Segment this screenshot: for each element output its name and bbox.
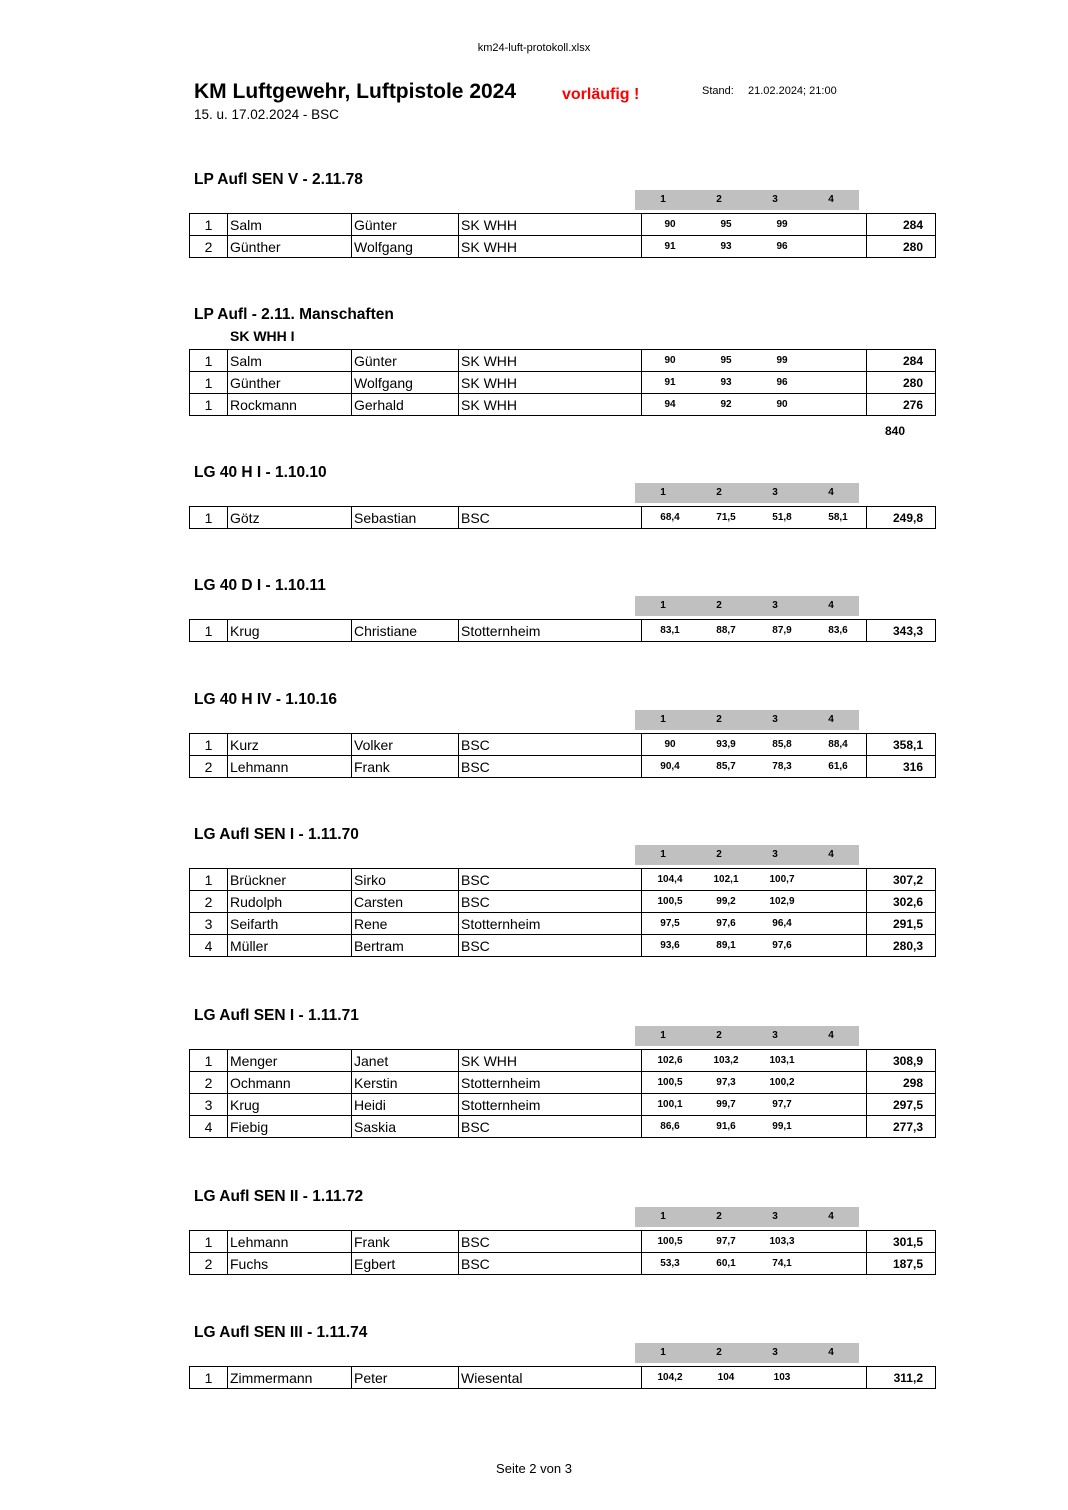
series-1-cell: 90,4 <box>642 756 699 778</box>
results-table <box>189 1049 936 1138</box>
series-1-cell: 53,3 <box>642 1253 699 1275</box>
series-2-cell: 88,7 <box>698 620 754 642</box>
first-name-cell: Kerstin <box>352 1072 459 1094</box>
series-3-cell: 100,7 <box>754 869 810 891</box>
first-name-cell: Christiane <box>352 620 459 642</box>
series-header-label: 3 <box>772 194 778 205</box>
series-1-cell: 104,4 <box>642 869 699 891</box>
series-header-label: 2 <box>716 1030 722 1041</box>
series-1-cell: 100,5 <box>642 1072 699 1094</box>
rank-cell: 1 <box>190 350 228 372</box>
series-header-label: 1 <box>660 849 666 860</box>
club-cell: BSC <box>459 935 642 957</box>
total-cell: 291,5 <box>867 913 936 935</box>
series-header-label: 2 <box>716 714 722 725</box>
rank-cell: 1 <box>190 507 228 529</box>
club-cell: SK WHH <box>459 394 642 416</box>
results-table <box>189 349 936 416</box>
total-cell: 297,5 <box>867 1094 936 1116</box>
series-header-label: 1 <box>660 600 666 611</box>
last-name-cell: Menger <box>228 1050 352 1072</box>
total-cell: 301,5 <box>867 1231 936 1253</box>
first-name-cell: Gerhald <box>352 394 459 416</box>
table-row <box>190 1253 936 1275</box>
series-2-cell: 93,9 <box>698 734 754 756</box>
first-name-cell: Carsten <box>352 891 459 913</box>
total-cell: 187,5 <box>867 1253 936 1275</box>
rank-cell: 3 <box>190 1094 228 1116</box>
total-cell: 316 <box>867 756 936 778</box>
series-3-cell: 74,1 <box>754 1253 810 1275</box>
last-name-cell: Rudolph <box>228 891 352 913</box>
last-name-cell: Salm <box>228 214 352 236</box>
rank-cell: 1 <box>190 734 228 756</box>
club-cell: SK WHH <box>459 350 642 372</box>
series-header-label: 1 <box>660 1211 666 1222</box>
table-row <box>190 756 936 778</box>
series-header-label: 1 <box>660 194 666 205</box>
rank-cell: 1 <box>190 1050 228 1072</box>
series-1-cell: 68,4 <box>642 507 699 529</box>
rank-cell: 1 <box>190 869 228 891</box>
club-cell: Stotternheim <box>459 1094 642 1116</box>
series-2-cell: 99,2 <box>698 891 754 913</box>
series-4-cell <box>810 236 867 258</box>
series-2-cell: 89,1 <box>698 935 754 957</box>
first-name-cell: Günter <box>352 214 459 236</box>
series-2-cell: 97,7 <box>698 1231 754 1253</box>
series-3-cell: 96,4 <box>754 913 810 935</box>
club-cell: BSC <box>459 756 642 778</box>
series-3-cell: 96 <box>754 372 810 394</box>
section-title: LG 40 H IV - 1.10.16 <box>194 691 338 708</box>
series-4-cell <box>810 1072 867 1094</box>
series-header-label: 1 <box>660 487 666 498</box>
series-4-cell <box>810 394 867 416</box>
series-1-cell: 83,1 <box>642 620 699 642</box>
table-row <box>190 1116 936 1138</box>
table-row <box>190 236 936 258</box>
total-cell: 307,2 <box>867 869 936 891</box>
rank-cell: 4 <box>190 1116 228 1138</box>
rank-cell: 4 <box>190 935 228 957</box>
series-2-cell: 91,6 <box>698 1116 754 1138</box>
series-2-cell: 71,5 <box>698 507 754 529</box>
series-header-label: 4 <box>828 849 834 860</box>
last-name-cell: Müller <box>228 935 352 957</box>
last-name-cell: Götz <box>228 507 352 529</box>
last-name-cell: Salm <box>228 350 352 372</box>
stand-label: Stand: <box>702 85 734 97</box>
table-row <box>190 1231 936 1253</box>
series-4-cell <box>810 1050 867 1072</box>
series-2-cell: 97,3 <box>698 1072 754 1094</box>
rank-cell: 2 <box>190 891 228 913</box>
first-name-cell: Heidi <box>352 1094 459 1116</box>
last-name-cell: Brückner <box>228 869 352 891</box>
club-cell: Wiesental <box>459 1367 642 1389</box>
page-subtitle: 15. u. 17.02.2024 - BSC <box>194 107 339 122</box>
series-1-cell: 102,6 <box>642 1050 699 1072</box>
preliminary-badge: vorläufig ! <box>562 86 640 103</box>
table-row <box>190 1367 936 1389</box>
total-cell: 276 <box>867 394 936 416</box>
club-cell: BSC <box>459 891 642 913</box>
series-2-cell: 95 <box>698 214 754 236</box>
first-name-cell: Wolfgang <box>352 236 459 258</box>
section-title: LG Aufl SEN I - 1.11.71 <box>194 1007 359 1024</box>
series-header-label: 4 <box>828 600 834 611</box>
results-table <box>189 1366 936 1389</box>
series-2-cell: 103,2 <box>698 1050 754 1072</box>
section-title: LP Aufl - 2.11. Manschaften <box>194 306 394 323</box>
series-header-label: 1 <box>660 714 666 725</box>
first-name-cell: Janet <box>352 1050 459 1072</box>
rank-cell: 2 <box>190 236 228 258</box>
series-1-cell: 100,5 <box>642 1231 699 1253</box>
results-table <box>189 506 936 529</box>
series-3-cell: 85,8 <box>754 734 810 756</box>
last-name-cell: Fiebig <box>228 1116 352 1138</box>
series-4-cell <box>810 214 867 236</box>
rank-cell: 3 <box>190 913 228 935</box>
club-cell: BSC <box>459 1231 642 1253</box>
rank-cell: 1 <box>190 394 228 416</box>
club-cell: SK WHH <box>459 372 642 394</box>
series-1-cell: 100,1 <box>642 1094 699 1116</box>
first-name-cell: Saskia <box>352 1116 459 1138</box>
series-header <box>635 710 859 730</box>
series-1-cell: 91 <box>642 372 699 394</box>
series-3-cell: 103,1 <box>754 1050 810 1072</box>
series-1-cell: 91 <box>642 236 699 258</box>
club-cell: Stotternheim <box>459 913 642 935</box>
series-header <box>635 1207 859 1227</box>
series-4-cell <box>810 869 867 891</box>
series-2-cell: 85,7 <box>698 756 754 778</box>
series-1-cell: 97,5 <box>642 913 699 935</box>
series-3-cell: 103,3 <box>754 1231 810 1253</box>
series-1-cell: 94 <box>642 394 699 416</box>
total-cell: 298 <box>867 1072 936 1094</box>
table-row <box>190 1072 936 1094</box>
series-4-cell: 83,6 <box>810 620 867 642</box>
series-header-label: 3 <box>772 1030 778 1041</box>
series-3-cell: 87,9 <box>754 620 810 642</box>
series-4-cell <box>810 913 867 935</box>
series-3-cell: 99 <box>754 214 810 236</box>
rank-cell: 2 <box>190 756 228 778</box>
table-row <box>190 620 936 642</box>
total-cell: 280 <box>867 372 936 394</box>
section-title: LP Aufl SEN V - 2.11.78 <box>194 171 363 188</box>
series-1-cell: 90 <box>642 214 699 236</box>
series-2-cell: 104 <box>698 1367 754 1389</box>
series-4-cell <box>810 1094 867 1116</box>
first-name-cell: Günter <box>352 350 459 372</box>
team-name: SK WHH I <box>230 328 295 344</box>
rank-cell: 2 <box>190 1072 228 1094</box>
series-2-cell: 93 <box>698 372 754 394</box>
series-header-label: 2 <box>716 1347 722 1358</box>
series-header-label: 4 <box>828 714 834 725</box>
series-header-label: 3 <box>772 849 778 860</box>
club-cell: SK WHH <box>459 1050 642 1072</box>
first-name-cell: Sirko <box>352 869 459 891</box>
rank-cell: 1 <box>190 620 228 642</box>
table-row <box>190 1094 936 1116</box>
total-cell: 249,8 <box>867 507 936 529</box>
section-title: LG Aufl SEN III - 1.11.74 <box>194 1324 368 1341</box>
series-header-label: 1 <box>660 1347 666 1358</box>
series-header-label: 4 <box>828 1030 834 1041</box>
series-3-cell: 103 <box>754 1367 810 1389</box>
first-name-cell: Peter <box>352 1367 459 1389</box>
stand-value: 21.02.2024; 21:00 <box>748 85 837 97</box>
club-cell: BSC <box>459 1116 642 1138</box>
series-2-cell: 99,7 <box>698 1094 754 1116</box>
results-table <box>189 733 936 778</box>
first-name-cell: Rene <box>352 913 459 935</box>
table-row <box>190 734 936 756</box>
first-name-cell: Sebastian <box>352 507 459 529</box>
page-title: KM Luftgewehr, Luftpistole 2024 <box>194 80 517 103</box>
series-header-label: 4 <box>828 1347 834 1358</box>
last-name-cell: Lehmann <box>228 756 352 778</box>
total-cell: 358,1 <box>867 734 936 756</box>
last-name-cell: Kurz <box>228 734 352 756</box>
last-name-cell: Lehmann <box>228 1231 352 1253</box>
series-4-cell <box>810 891 867 913</box>
results-table <box>189 1230 936 1275</box>
series-header <box>635 190 859 210</box>
series-1-cell: 104,2 <box>642 1367 699 1389</box>
club-cell: SK WHH <box>459 236 642 258</box>
club-cell: Stotternheim <box>459 620 642 642</box>
first-name-cell: Frank <box>352 756 459 778</box>
series-header-label: 2 <box>716 1211 722 1222</box>
table-row <box>190 891 936 913</box>
total-cell: 343,3 <box>867 620 936 642</box>
rank-cell: 1 <box>190 1231 228 1253</box>
rank-cell: 1 <box>190 1367 228 1389</box>
series-header-label: 3 <box>772 1211 778 1222</box>
series-4-cell: 58,1 <box>810 507 867 529</box>
first-name-cell: Wolfgang <box>352 372 459 394</box>
last-name-cell: Zimmermann <box>228 1367 352 1389</box>
first-name-cell: Frank <box>352 1231 459 1253</box>
series-1-cell: 93,6 <box>642 935 699 957</box>
total-cell: 284 <box>867 350 936 372</box>
series-1-cell: 90 <box>642 350 699 372</box>
last-name-cell: Rockmann <box>228 394 352 416</box>
series-header-label: 2 <box>716 600 722 611</box>
series-header-label: 4 <box>828 194 834 205</box>
series-header-label: 2 <box>716 849 722 860</box>
series-3-cell: 99,1 <box>754 1116 810 1138</box>
table-row <box>190 507 936 529</box>
series-1-cell: 86,6 <box>642 1116 699 1138</box>
series-3-cell: 96 <box>754 236 810 258</box>
series-4-cell <box>810 1253 867 1275</box>
series-header-label: 3 <box>772 1347 778 1358</box>
last-name-cell: Günther <box>228 372 352 394</box>
series-header-label: 3 <box>772 714 778 725</box>
table-row <box>190 1050 936 1072</box>
series-2-cell: 102,1 <box>698 869 754 891</box>
series-header-label: 1 <box>660 1030 666 1041</box>
rank-cell: 2 <box>190 1253 228 1275</box>
series-header-label: 2 <box>716 487 722 498</box>
table-row <box>190 869 936 891</box>
series-header <box>635 483 859 503</box>
series-4-cell: 88,4 <box>810 734 867 756</box>
series-2-cell: 93 <box>698 236 754 258</box>
series-2-cell: 97,6 <box>698 913 754 935</box>
series-2-cell: 92 <box>698 394 754 416</box>
series-header-label: 4 <box>828 487 834 498</box>
series-header-label: 3 <box>772 487 778 498</box>
series-header-label: 3 <box>772 600 778 611</box>
series-header <box>635 1026 859 1046</box>
club-cell: BSC <box>459 869 642 891</box>
total-cell: 280,3 <box>867 935 936 957</box>
total-cell: 284 <box>867 214 936 236</box>
table-row <box>190 214 936 236</box>
series-4-cell <box>810 935 867 957</box>
table-row <box>190 394 936 416</box>
table-row <box>190 350 936 372</box>
section-title: LG 40 D I - 1.10.11 <box>194 577 326 594</box>
first-name-cell: Bertram <box>352 935 459 957</box>
series-header <box>635 596 859 616</box>
series-2-cell: 95 <box>698 350 754 372</box>
section-title: LG Aufl SEN I - 1.11.70 <box>194 826 359 843</box>
file-name: km24-luft-protokoll.xlsx <box>477 42 591 54</box>
series-3-cell: 78,3 <box>754 756 810 778</box>
series-4-cell <box>810 1116 867 1138</box>
results-table <box>189 868 936 957</box>
series-1-cell: 90 <box>642 734 699 756</box>
section-title: LG 40 H I - 1.10.10 <box>194 464 327 481</box>
series-3-cell: 102,9 <box>754 891 810 913</box>
total-cell: 302,6 <box>867 891 936 913</box>
series-4-cell <box>810 1367 867 1389</box>
series-header-label: 2 <box>716 194 722 205</box>
last-name-cell: Krug <box>228 620 352 642</box>
table-row <box>190 913 936 935</box>
first-name-cell: Volker <box>352 734 459 756</box>
club-cell: BSC <box>459 1253 642 1275</box>
last-name-cell: Seifarth <box>228 913 352 935</box>
total-cell: 277,3 <box>867 1116 936 1138</box>
rank-cell: 1 <box>190 214 228 236</box>
first-name-cell: Egbert <box>352 1253 459 1275</box>
series-4-cell <box>810 1231 867 1253</box>
series-header-label: 4 <box>828 1211 834 1222</box>
page-footer: Seite 2 von 3 <box>496 1461 572 1476</box>
series-header <box>635 1343 859 1363</box>
series-3-cell: 100,2 <box>754 1072 810 1094</box>
series-4-cell <box>810 350 867 372</box>
last-name-cell: Krug <box>228 1094 352 1116</box>
series-3-cell: 51,8 <box>754 507 810 529</box>
series-3-cell: 99 <box>754 350 810 372</box>
section-title: LG Aufl SEN II - 1.11.72 <box>194 1188 364 1205</box>
club-cell: BSC <box>459 507 642 529</box>
club-cell: SK WHH <box>459 214 642 236</box>
club-cell: BSC <box>459 734 642 756</box>
series-2-cell: 60,1 <box>698 1253 754 1275</box>
results-table <box>189 619 936 642</box>
table-row <box>190 935 936 957</box>
total-cell: 280 <box>867 236 936 258</box>
series-1-cell: 100,5 <box>642 891 699 913</box>
total-cell: 311,2 <box>867 1367 936 1389</box>
last-name-cell: Günther <box>228 236 352 258</box>
club-cell: Stotternheim <box>459 1072 642 1094</box>
results-table <box>189 213 936 258</box>
series-header <box>635 845 859 865</box>
total-cell: 308,9 <box>867 1050 936 1072</box>
team-total: 840 <box>884 424 905 439</box>
series-3-cell: 90 <box>754 394 810 416</box>
series-3-cell: 97,7 <box>754 1094 810 1116</box>
series-4-cell: 61,6 <box>810 756 867 778</box>
series-3-cell: 97,6 <box>754 935 810 957</box>
last-name-cell: Fuchs <box>228 1253 352 1275</box>
last-name-cell: Ochmann <box>228 1072 352 1094</box>
rank-cell: 1 <box>190 372 228 394</box>
series-4-cell <box>810 372 867 394</box>
table-row <box>190 372 936 394</box>
